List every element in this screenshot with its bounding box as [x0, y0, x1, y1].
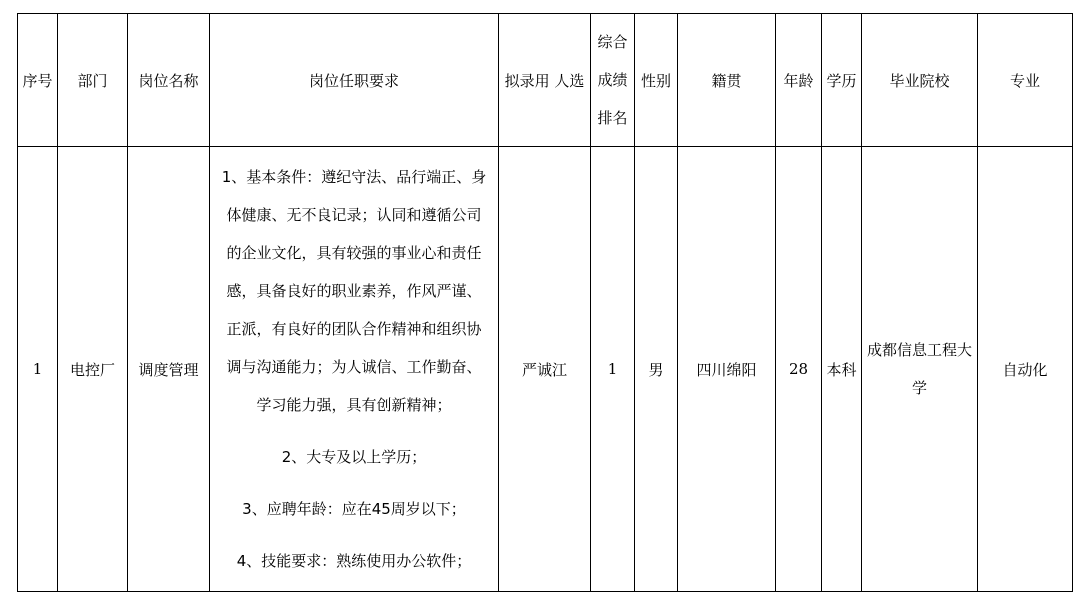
header-row: [18, 14, 1073, 147]
cell-education: 本科: [822, 147, 862, 592]
header-position: 岗位名称: [128, 14, 210, 147]
cell-school: [862, 147, 978, 592]
header-school: 毕业院校: [862, 14, 978, 147]
header-education: 学历: [822, 14, 862, 147]
cell-requirements: [210, 147, 499, 592]
recruitment-table: [17, 13, 1073, 592]
header-candidate: 拟录用 人选: [499, 14, 591, 147]
header-requirements: 岗位任职要求: [210, 14, 499, 147]
cell-hometown: 四川绵阳: [678, 147, 776, 592]
header-dept: 部门: [58, 14, 128, 147]
cell-score-rank: 1: [591, 147, 635, 592]
requirement-line: 正派，有良好的团队合作精神和组织协: [226, 320, 482, 338]
header-index: 序号: [18, 14, 58, 147]
cell-school-line: 学: [911, 379, 927, 397]
cell-index: 1: [18, 147, 58, 592]
cell-age: 28: [776, 147, 822, 592]
table-row: [18, 147, 1073, 592]
cell-school-line: 成都信息工程大: [866, 341, 972, 359]
header-score-rank-line: 综合: [597, 33, 628, 51]
requirement-age: 3、应聘年龄：应在45周岁以下；: [242, 500, 466, 518]
requirement-line: 学习能力强，具有创新精神；: [256, 396, 452, 414]
requirement-education: 2、大专及以上学历；: [281, 448, 427, 466]
cell-major: 自动化: [978, 147, 1073, 592]
requirement-line: 调与沟通能力；为人诚信、工作勤奋、: [226, 358, 482, 376]
requirement-line: 感，具备良好的职业素养，作风严谨、: [226, 282, 482, 300]
cell-position: 调度管理: [128, 147, 210, 592]
header-score-rank-line: 成绩: [597, 71, 628, 89]
header-age: 年龄: [776, 14, 822, 147]
header-gender: 性别: [635, 14, 678, 147]
requirement-line: 体健康、无不良记录；认同和遵循公司: [226, 206, 482, 224]
header-hometown: 籍贯: [678, 14, 776, 147]
cell-candidate: 严诚江: [499, 147, 591, 592]
requirement-line: 1、基本条件：遵纪守法、品行端正、身: [221, 168, 487, 186]
header-score-rank-line: 排名: [597, 109, 628, 127]
requirement-line: 的企业文化，具有较强的事业心和责任: [226, 244, 482, 262]
header-major: 专业: [978, 14, 1073, 147]
requirement-skills: 4、技能要求：熟练使用办公软件；: [236, 552, 472, 570]
header-score-rank: [591, 14, 635, 147]
cell-dept: 电控厂: [58, 147, 128, 592]
cell-gender: 男: [635, 147, 678, 592]
